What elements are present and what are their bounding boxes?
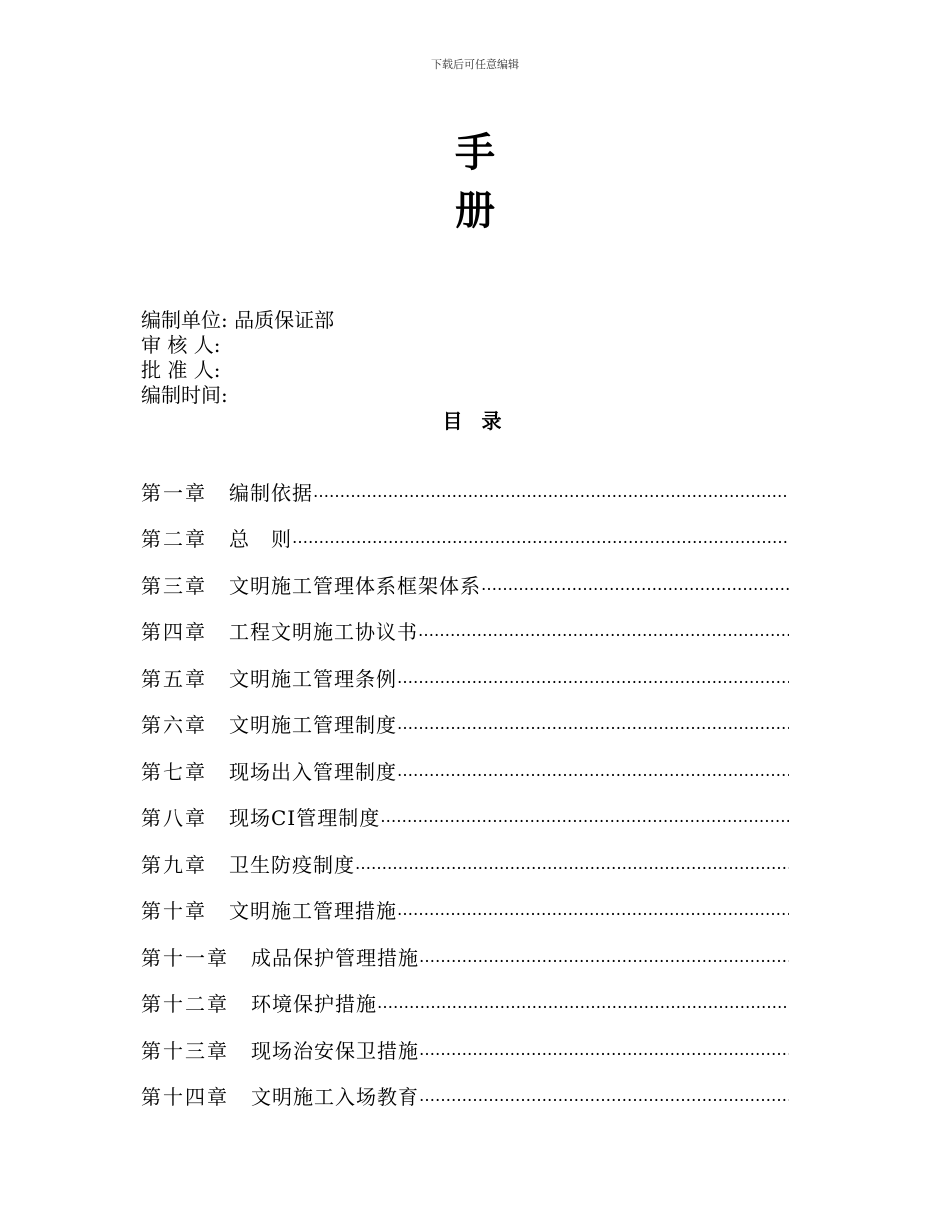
- toc-leader-dots: [397, 761, 789, 780]
- document-title: [0, 124, 950, 240]
- toc-list: [141, 468, 789, 1119]
- toc-leader-dots: [380, 807, 789, 826]
- toc-leader-dots: [397, 714, 789, 733]
- toc-title: 文明施工管理体系框架体系: [229, 573, 481, 598]
- meta-date: 编制时间:: [141, 383, 228, 407]
- toc-chapter: 第十章: [141, 899, 207, 924]
- meta-approver: 批 准 人:: [141, 358, 221, 382]
- toc-chapter: 第五章: [141, 666, 207, 691]
- toc-leader-dots: [419, 1086, 789, 1105]
- toc-leader-dots: [419, 947, 789, 966]
- toc-title: 文明施工管理制度: [229, 713, 397, 738]
- toc-entry: [141, 701, 789, 748]
- toc-chapter: 第九章: [141, 852, 207, 877]
- toc-title: 文明施工管理措施: [229, 899, 397, 924]
- meta-unit: 编制单位: 品质保证部: [141, 308, 335, 332]
- toc-entry: [141, 840, 789, 887]
- toc-leader-dots: [292, 528, 789, 547]
- toc-title: 文明施工入场教育: [251, 1085, 419, 1110]
- toc-entry: [141, 980, 789, 1027]
- toc-title: 现场CI管理制度: [229, 806, 381, 831]
- toc-title: 总 则: [229, 527, 292, 552]
- toc-chapter: 第十四章: [141, 1085, 229, 1110]
- toc-chapter: 第十二章: [141, 992, 229, 1017]
- toc-title: 卫生防疫制度: [229, 852, 355, 877]
- meta-reviewer: 审 核 人:: [141, 333, 221, 357]
- toc-leader-dots: [397, 668, 789, 687]
- title-char: 手: [455, 130, 495, 176]
- toc-leader-dots: [481, 575, 789, 594]
- toc-entry: [141, 468, 789, 515]
- toc-chapter: 第四章: [141, 620, 207, 645]
- toc-entry: [141, 1026, 789, 1073]
- toc-entry: [141, 887, 789, 934]
- toc-chapter: 第一章: [141, 480, 207, 505]
- title-char: 册: [455, 188, 495, 234]
- toc-entry: [141, 1073, 789, 1120]
- toc-heading: 目 录: [442, 409, 508, 433]
- document-meta: [141, 308, 334, 408]
- toc-entry: [141, 515, 789, 562]
- toc-title: 成品保护管理措施: [251, 945, 419, 970]
- toc-leader-dots: [418, 621, 789, 640]
- toc-title: 文明施工管理条例: [229, 666, 397, 691]
- toc-leader-dots: [313, 482, 789, 501]
- toc-entry: [141, 654, 789, 701]
- toc-chapter: 第十三章: [141, 1038, 229, 1063]
- toc-leader-dots: [397, 900, 789, 919]
- toc-chapter: 第二章: [141, 527, 207, 552]
- toc-title: 现场出入管理制度: [229, 759, 397, 784]
- toc-title: 工程文明施工协议书: [229, 620, 418, 645]
- toc-title: 环境保护措施: [251, 992, 377, 1017]
- header-note: 下载后可任意编辑: [431, 58, 519, 71]
- toc-leader-dots: [355, 854, 789, 873]
- toc-chapter: 第八章: [141, 806, 207, 831]
- toc-entry: [141, 747, 789, 794]
- toc-entry: [141, 933, 789, 980]
- toc-chapter: 第七章: [141, 759, 207, 784]
- toc-entry: [141, 561, 789, 608]
- toc-entry: [141, 794, 789, 841]
- toc-chapter: 第十一章: [141, 945, 229, 970]
- toc-entry: [141, 608, 789, 655]
- toc-chapter: 第三章: [141, 573, 207, 598]
- toc-title: 现场治安保卫措施: [251, 1038, 419, 1063]
- toc-leader-dots: [419, 1040, 789, 1059]
- toc-title: 编制依据: [229, 480, 313, 505]
- toc-leader-dots: [377, 993, 789, 1012]
- toc-chapter: 第六章: [141, 713, 207, 738]
